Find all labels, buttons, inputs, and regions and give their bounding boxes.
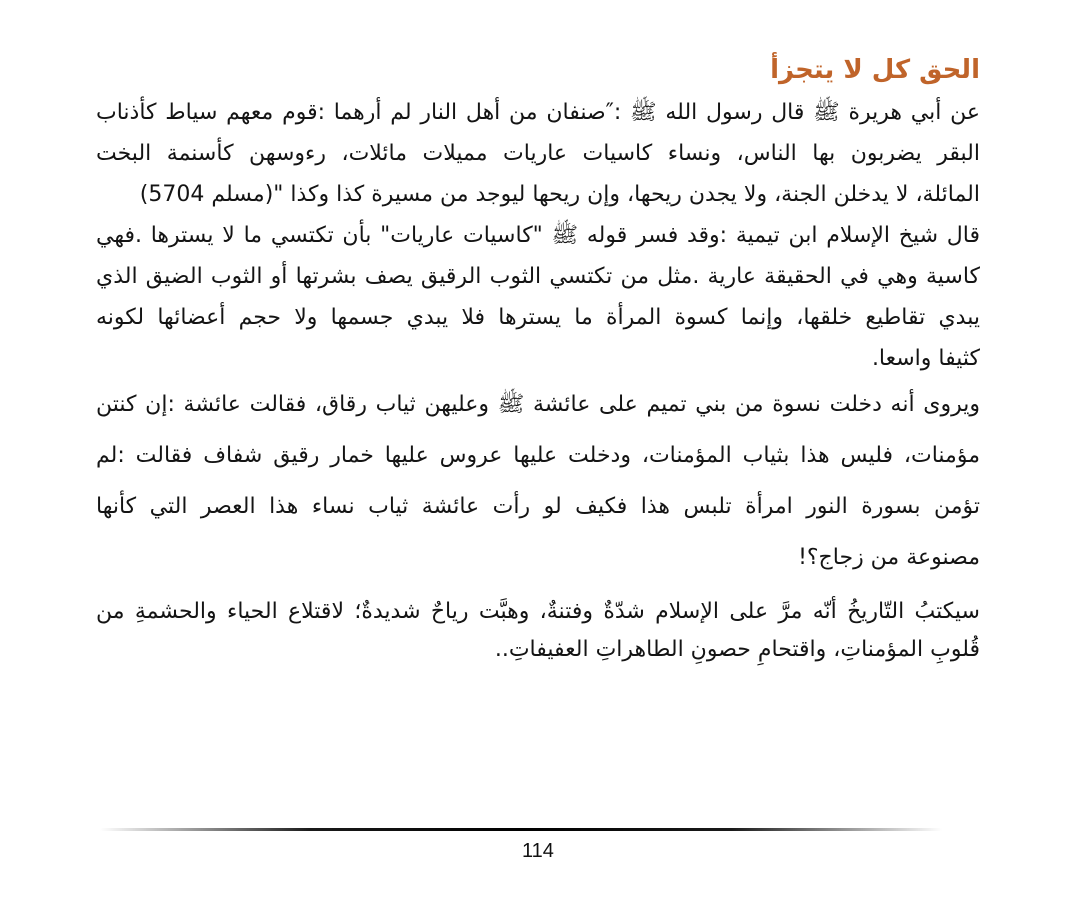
- text-line: سيكتبُ التّاريخُ أنّه مرَّ على الإسلام شدّةٌ وفتنةٌ، وهبَّت رياحٌ شديدةٌ؛ لاقتلاع الحياء والحشمةِ من: [96, 599, 980, 624]
- footer-divider: [100, 828, 942, 831]
- text-line: مصنوعة من زجاج؟!: [798, 545, 980, 570]
- text-line: مؤمنات، فليس هذا بثياب المؤمنات، ودخلت عليها عروس عليها خمار رقيق شفاف فقالت :لم: [96, 443, 980, 468]
- text-line: عن أبي هريرة ﷺ قال رسول الله ﷺ :″صنفان من أهل النار لم أرهما :قوم معهم سياط كأذناب: [96, 100, 980, 125]
- text-line: المائلة، لا يدخلن الجنة، ولا يجدن ريحها، وإن ريحها ليوجد من مسيرة كذا وكذا "(مسلم 5704): [139, 182, 980, 207]
- paragraph-hadith: [96, 92, 980, 215]
- section-heading: الحق كل لا يتجزأ: [770, 55, 980, 85]
- page-number: 114: [522, 840, 554, 862]
- text-line: تؤمن بسورة النور امرأة تلبس هذا فكيف لو رأت عائشة ثياب نساء هذا العصر التي كأنها: [96, 494, 980, 519]
- text-line: كثيفا واسعا.: [871, 346, 980, 371]
- paragraph-closing: [96, 593, 980, 669]
- text-line: يبدي تقاطيع خلقها، وإنما كسوة المرأة ما يسترها فلا يبدي جسمها ولا حجم أعضائها لكونه: [96, 305, 980, 330]
- text-line: كاسية وهي في الحقيقة عارية .مثل من تكتسي الثوب الرقيق يصف بشرتها أو الثوب الضيق الذي: [96, 264, 980, 289]
- text-line: ويروى أنه دخلت نسوة من بني تميم على عائشة ﷺ وعليهن ثياب رقاق، فقالت عائشة :إن كنتن: [96, 392, 980, 417]
- text-line: قال شيخ الإسلام ابن تيمية :وقد فسر قوله ﷺ "كاسيات عاريات" بأن تكتسي ما لا يسترها .فهي: [96, 223, 980, 248]
- paragraph-aisha: [96, 379, 980, 583]
- page-content: [96, 50, 980, 669]
- text-line: قُلوبِ المؤمناتِ، واقتحامِ حصونِ الطاهراتِ العفيفاتِ..: [494, 637, 980, 662]
- text-line: البقر يضربون بها الناس، ونساء كاسيات عاريات مميلات مائلات، رءوسهن كأسنمة البخت: [96, 141, 980, 166]
- paragraph-ibn-taymiyyah: [96, 215, 980, 379]
